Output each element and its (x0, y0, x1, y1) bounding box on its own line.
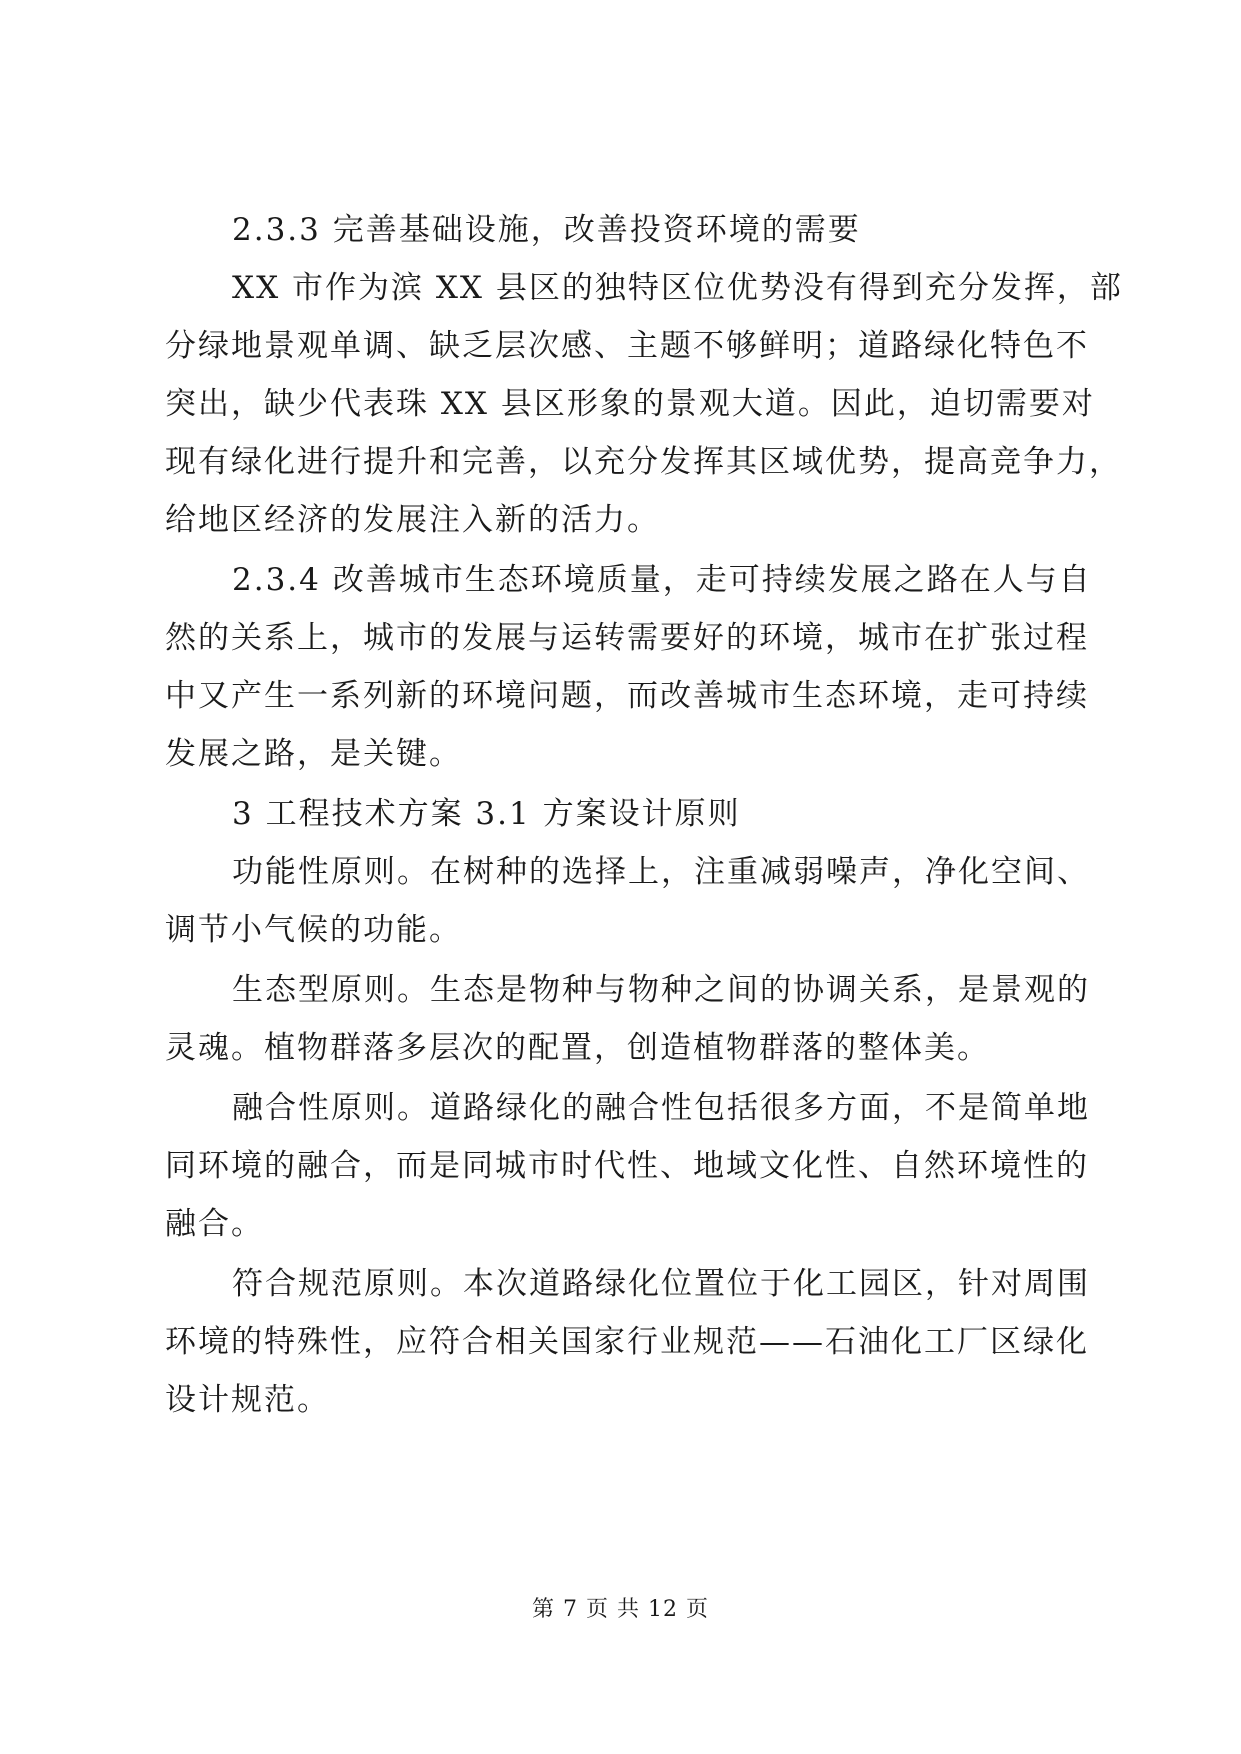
paragraph-line: 分绿地景观单调、缺乏层次感、主题不够鲜明；道路绿化特色不 (165, 328, 1089, 364)
paragraph-line: XX 市作为滨 XX 县区的独特区位优势没有得到充分发挥，部 (232, 270, 1123, 306)
section-heading-3-1: 3 工程技术方案 3.1 方案设计原则 (232, 796, 741, 832)
section-heading-2-3-3: 2.3.3 完善基础设施，改善投资环境的需要 (232, 212, 861, 248)
paragraph-line: 环境的特殊性，应符合相关国家行业规范——石油化工厂区绿化 (165, 1324, 1089, 1360)
paragraph-line: 发展之路，是关键。 (165, 736, 462, 772)
paragraph-line: 设计规范。 (165, 1382, 330, 1418)
paragraph-line: 融合。 (165, 1206, 264, 1242)
paragraph-line: 同环境的融合，而是同城市时代性、地域文化性、自然环境性的 (165, 1148, 1089, 1184)
paragraph-line: 功能性原则。在树种的选择上，注重减弱噪声，净化空间、 (232, 854, 1090, 890)
paragraph-line: 中又产生一系列新的环境问题，而改善城市生态环境，走可持续 (165, 678, 1089, 714)
paragraph-line: 灵魂。植物群落多层次的配置，创造植物群落的整体美。 (165, 1030, 990, 1066)
paragraph-line: 生态型原则。生态是物种与物种之间的协调关系，是景观的 (232, 972, 1090, 1008)
paragraph-line: 给地区经济的发展注入新的活力。 (165, 502, 660, 538)
paragraph-line: 突出，缺少代表珠 XX 县区形象的景观大道。因此，迫切需要对 (165, 386, 1095, 422)
page-number-footer: 第 7 页 共 12 页 (532, 1597, 709, 1622)
paragraph-line: 2.3.4 改善城市生态环境质量，走可持续发展之路在人与自 (232, 562, 1092, 598)
paragraph-line: 符合规范原则。本次道路绿化位置位于化工园区，针对周围 (232, 1266, 1090, 1302)
paragraph-line: 现有绿化进行提升和完善，以充分发挥其区域优势，提高竞争力， (165, 444, 1122, 480)
paragraph-line: 然的关系上，城市的发展与运转需要好的环境，城市在扩张过程 (165, 620, 1089, 656)
paragraph-line: 融合性原则。道路绿化的融合性包括很多方面，不是简单地 (232, 1090, 1090, 1126)
paragraph-line: 调节小气候的功能。 (165, 912, 462, 948)
